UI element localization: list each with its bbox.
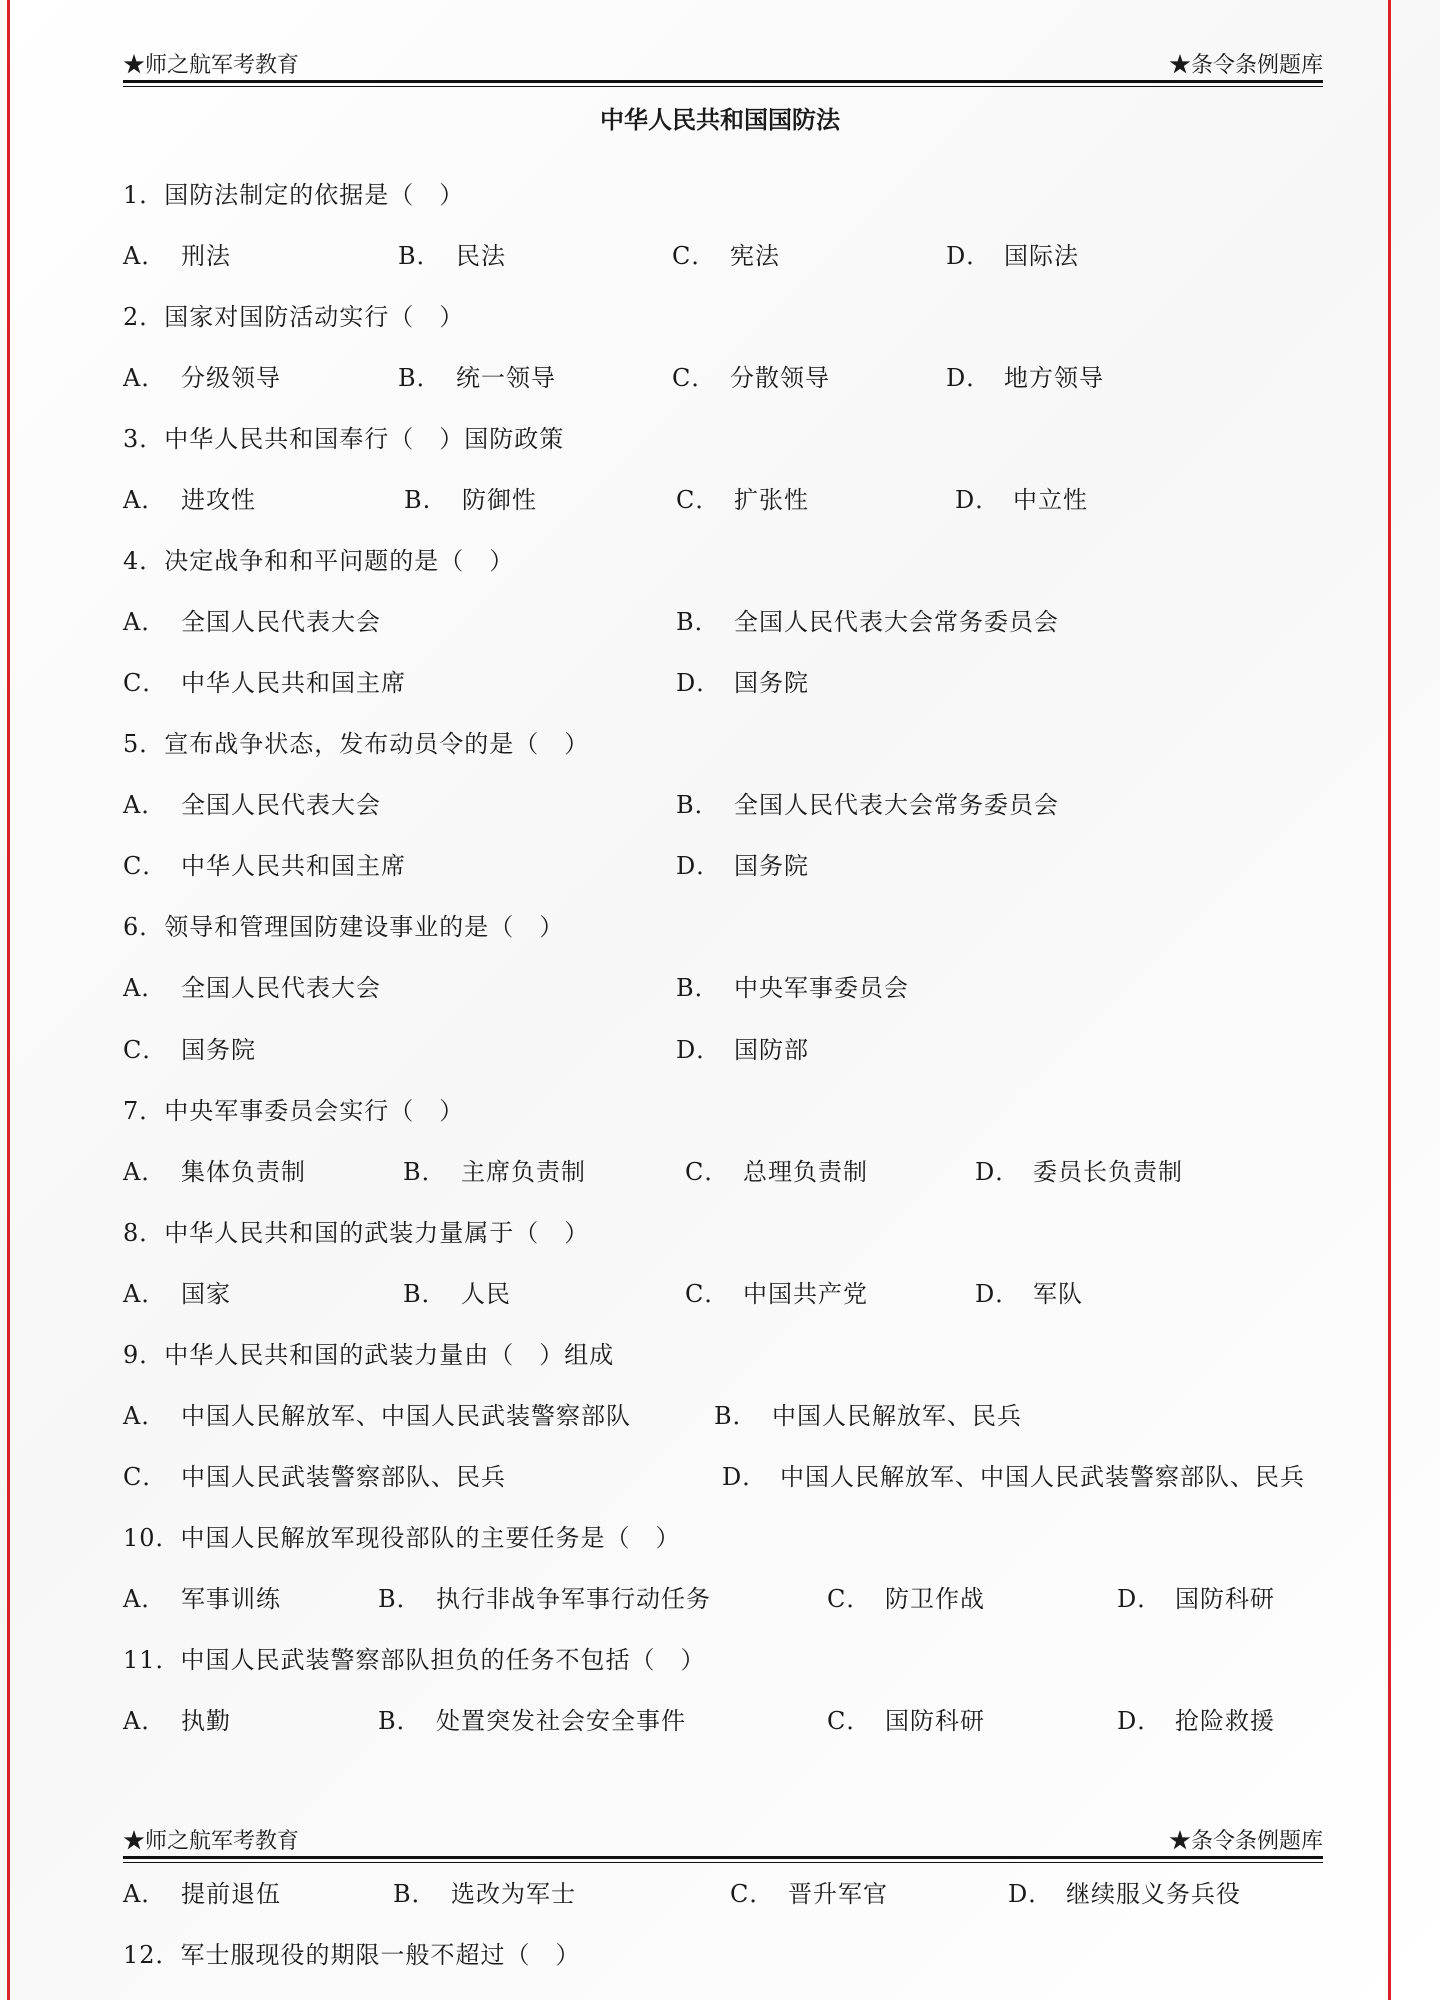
option-letter: D．	[1117, 1585, 1163, 1613]
question-stem: 5．宣布战争状态，发布动员令的是（ ）	[123, 730, 590, 758]
option-letter: D．	[955, 486, 1001, 514]
page-header	[123, 42, 1323, 82]
option-letter: A．	[123, 791, 167, 819]
option-letter: A．	[123, 486, 167, 514]
option-letter: D．	[975, 1158, 1021, 1186]
option-text: 国防部	[734, 1036, 809, 1064]
option-text: 人民	[461, 1280, 511, 1308]
answer-option	[676, 663, 809, 698]
document-title: 中华人民共和国国防法	[600, 106, 840, 134]
header-rule-thin	[123, 86, 1323, 87]
option-letter: A．	[123, 1280, 167, 1308]
option-text: 国务院	[181, 1036, 256, 1064]
answer-option	[123, 846, 406, 881]
answer-option	[676, 1030, 809, 1065]
option-letter: C．	[827, 1707, 872, 1735]
option-letter: B.	[404, 486, 432, 514]
answer-option	[946, 236, 1079, 271]
option-letter: C．	[123, 1463, 168, 1491]
option-letter: D．	[676, 669, 722, 697]
option-text: 总理负责制	[743, 1158, 868, 1186]
answer-option	[946, 358, 1104, 393]
question-stem: 12．军士服现役的期限一般不超过（ ）	[123, 1941, 581, 1969]
option-text: 全国人民代表大会	[181, 974, 381, 1002]
option-letter: C．	[123, 1036, 168, 1064]
option-letter: D．	[946, 364, 992, 392]
header-left: ★师之航军考教育	[123, 53, 300, 78]
answer-option	[123, 358, 281, 393]
option-letter: A．	[123, 242, 167, 270]
answer-option	[378, 1579, 711, 1614]
answer-option	[404, 480, 537, 515]
option-text: 进攻性	[181, 486, 256, 514]
answer-option	[123, 1579, 281, 1614]
option-letter: D．	[722, 1463, 768, 1491]
page-border-left	[7, 0, 10, 2000]
option-text: 继续服义务兵役	[1066, 1880, 1241, 1908]
question-stem: 4．决定战争和和平问题的是（ ）	[123, 547, 515, 575]
answer-option	[403, 1274, 511, 1309]
option-text: 处置突发社会安全事件	[436, 1707, 686, 1735]
answer-option	[378, 1701, 686, 1736]
option-letter: A．	[123, 1585, 167, 1613]
option-letter: B．	[393, 1880, 437, 1908]
answer-option	[672, 358, 830, 393]
question-stem: 7．中央军事委员会实行（ ）	[123, 1097, 465, 1125]
answer-option	[123, 480, 256, 515]
option-text: 国家	[181, 1280, 231, 1308]
option-text: 全国人民代表大会	[181, 608, 381, 636]
answer-option	[398, 236, 506, 271]
header-left: ★师之航军考教育	[123, 1829, 300, 1854]
option-text: 中华人民共和国主席	[181, 669, 406, 697]
option-letter: C．	[676, 486, 721, 514]
option-text: 抢险救援	[1175, 1707, 1275, 1735]
option-text: 防卫作战	[885, 1585, 985, 1613]
option-text: 中立性	[1013, 486, 1088, 514]
header-right: ★条令条例题库	[1168, 1829, 1323, 1854]
answer-option	[123, 602, 381, 637]
page-header-2	[123, 1818, 1323, 1858]
answer-option	[123, 1874, 281, 1909]
option-text: 中国人民解放军、中国人民武装警察部队、民兵	[780, 1463, 1305, 1491]
option-letter: A．	[123, 974, 167, 1002]
answer-option	[676, 602, 1059, 637]
option-text: 国际法	[1004, 242, 1079, 270]
option-text: 全国人民代表大会	[181, 791, 381, 819]
option-letter: B．	[676, 608, 720, 636]
option-letter: A．	[123, 364, 167, 392]
header-rule-thin	[123, 1862, 1323, 1863]
answer-option	[393, 1874, 576, 1909]
header-right: ★条令条例题库	[1168, 53, 1323, 78]
option-letter: A．	[123, 1402, 167, 1430]
option-letter: D．	[1117, 1707, 1163, 1735]
option-letter: D．	[676, 1036, 722, 1064]
question-stem: 2．国家对国防活动实行（ ）	[123, 303, 465, 331]
option-letter: B．	[714, 1402, 758, 1430]
option-letter: C．	[672, 364, 717, 392]
option-text: 军事训练	[181, 1585, 281, 1613]
answer-option	[123, 236, 231, 271]
option-letter: A．	[123, 608, 167, 636]
option-letter: D．	[676, 852, 722, 880]
option-letter: B．	[398, 242, 442, 270]
option-letter: B．	[676, 791, 720, 819]
answer-option	[676, 480, 809, 515]
option-text: 宪法	[730, 242, 780, 270]
option-text: 分级领导	[181, 364, 281, 392]
option-letter: C．	[672, 242, 717, 270]
option-text: 中国人民武装警察部队、民兵	[181, 1463, 506, 1491]
header-rule	[123, 80, 1323, 83]
option-letter: D．	[946, 242, 992, 270]
option-text: 执行非战争军事行动任务	[436, 1585, 711, 1613]
option-letter: C．	[685, 1280, 730, 1308]
answer-option	[955, 480, 1088, 515]
question-stem: 3．中华人民共和国奉行（ ）国防政策	[123, 425, 565, 453]
question-stem: 11．中国人民武装警察部队担负的任务不包括（ ）	[123, 1646, 706, 1674]
answer-option	[685, 1152, 868, 1187]
option-text: 全国人民代表大会常务委员会	[734, 791, 1059, 819]
answer-option	[123, 1701, 231, 1736]
option-text: 主席负责制	[461, 1158, 586, 1186]
answer-option	[123, 1457, 506, 1492]
answer-option	[827, 1701, 985, 1736]
option-letter: A．	[123, 1158, 167, 1186]
option-text: 执勤	[181, 1707, 231, 1735]
answer-option	[403, 1152, 586, 1187]
option-text: 防御性	[462, 486, 537, 514]
option-text: 国防科研	[1175, 1585, 1275, 1613]
answer-option	[827, 1579, 985, 1614]
option-letter: C．	[123, 669, 168, 697]
answer-option	[123, 785, 381, 820]
option-text: 中华人民共和国主席	[181, 852, 406, 880]
option-text: 扩张性	[734, 486, 809, 514]
option-letter: B．	[403, 1280, 447, 1308]
option-letter: D．	[1008, 1880, 1054, 1908]
option-letter: A．	[123, 1707, 167, 1735]
answer-option	[123, 1152, 306, 1187]
answer-option	[1117, 1579, 1275, 1614]
question-stem: 10．中国人民解放军现役部队的主要任务是（ ）	[123, 1524, 681, 1552]
option-letter: B．	[398, 364, 442, 392]
option-letter: B．	[378, 1585, 422, 1613]
answer-option	[123, 1030, 256, 1065]
answer-option	[975, 1274, 1083, 1309]
answer-option	[685, 1274, 868, 1309]
option-text: 民法	[456, 242, 506, 270]
option-letter: C．	[827, 1585, 872, 1613]
option-text: 提前退伍	[181, 1880, 281, 1908]
question-stem: 1．国防法制定的依据是（ ）	[123, 181, 465, 209]
answer-option	[676, 785, 1059, 820]
option-text: 委员长负责制	[1033, 1158, 1183, 1186]
answer-option	[1117, 1701, 1275, 1736]
option-letter: C．	[685, 1158, 730, 1186]
option-text: 集体负责制	[181, 1158, 306, 1186]
answer-option	[730, 1874, 888, 1909]
question-stem: 9．中华人民共和国的武装力量由（ ）组成	[123, 1341, 615, 1369]
option-text: 军队	[1033, 1280, 1083, 1308]
answer-option	[1008, 1874, 1241, 1909]
option-text: 刑法	[181, 242, 231, 270]
answer-option	[123, 968, 381, 1003]
option-letter: B．	[676, 974, 720, 1002]
option-text: 地方领导	[1004, 364, 1104, 392]
option-letter: D．	[975, 1280, 1021, 1308]
answer-option	[123, 663, 406, 698]
answer-option	[714, 1396, 1022, 1431]
answer-option	[676, 846, 809, 881]
answer-option	[975, 1152, 1183, 1187]
question-stem: 6．领导和管理国防建设事业的是（ ）	[123, 913, 565, 941]
option-letter: C．	[123, 852, 168, 880]
option-text: 国务院	[734, 852, 809, 880]
option-letter: B．	[378, 1707, 422, 1735]
answer-option	[123, 1274, 231, 1309]
header-rule	[123, 1856, 1323, 1859]
answer-option	[398, 358, 556, 393]
option-letter: C．	[730, 1880, 775, 1908]
option-text: 全国人民代表大会常务委员会	[734, 608, 1059, 636]
option-letter: B．	[403, 1158, 447, 1186]
answer-option	[123, 1396, 631, 1431]
option-text: 分散领导	[730, 364, 830, 392]
answer-option	[722, 1457, 1305, 1492]
option-text: 晋升军官	[788, 1880, 888, 1908]
option-letter: A．	[123, 1880, 167, 1908]
option-text: 中国人民解放军、中国人民武装警察部队	[181, 1402, 631, 1430]
option-text: 选改为军士	[451, 1880, 576, 1908]
answer-option	[676, 968, 909, 1003]
option-text: 国务院	[734, 669, 809, 697]
answer-option	[672, 236, 780, 271]
option-text: 中央军事委员会	[734, 974, 909, 1002]
option-text: 中国人民解放军、民兵	[772, 1402, 1022, 1430]
option-text: 中国共产党	[743, 1280, 868, 1308]
option-text: 统一领导	[456, 364, 556, 392]
option-text: 国防科研	[885, 1707, 985, 1735]
question-stem: 8．中华人民共和国的武装力量属于（ ）	[123, 1219, 590, 1247]
page-border-right	[1388, 0, 1391, 2000]
